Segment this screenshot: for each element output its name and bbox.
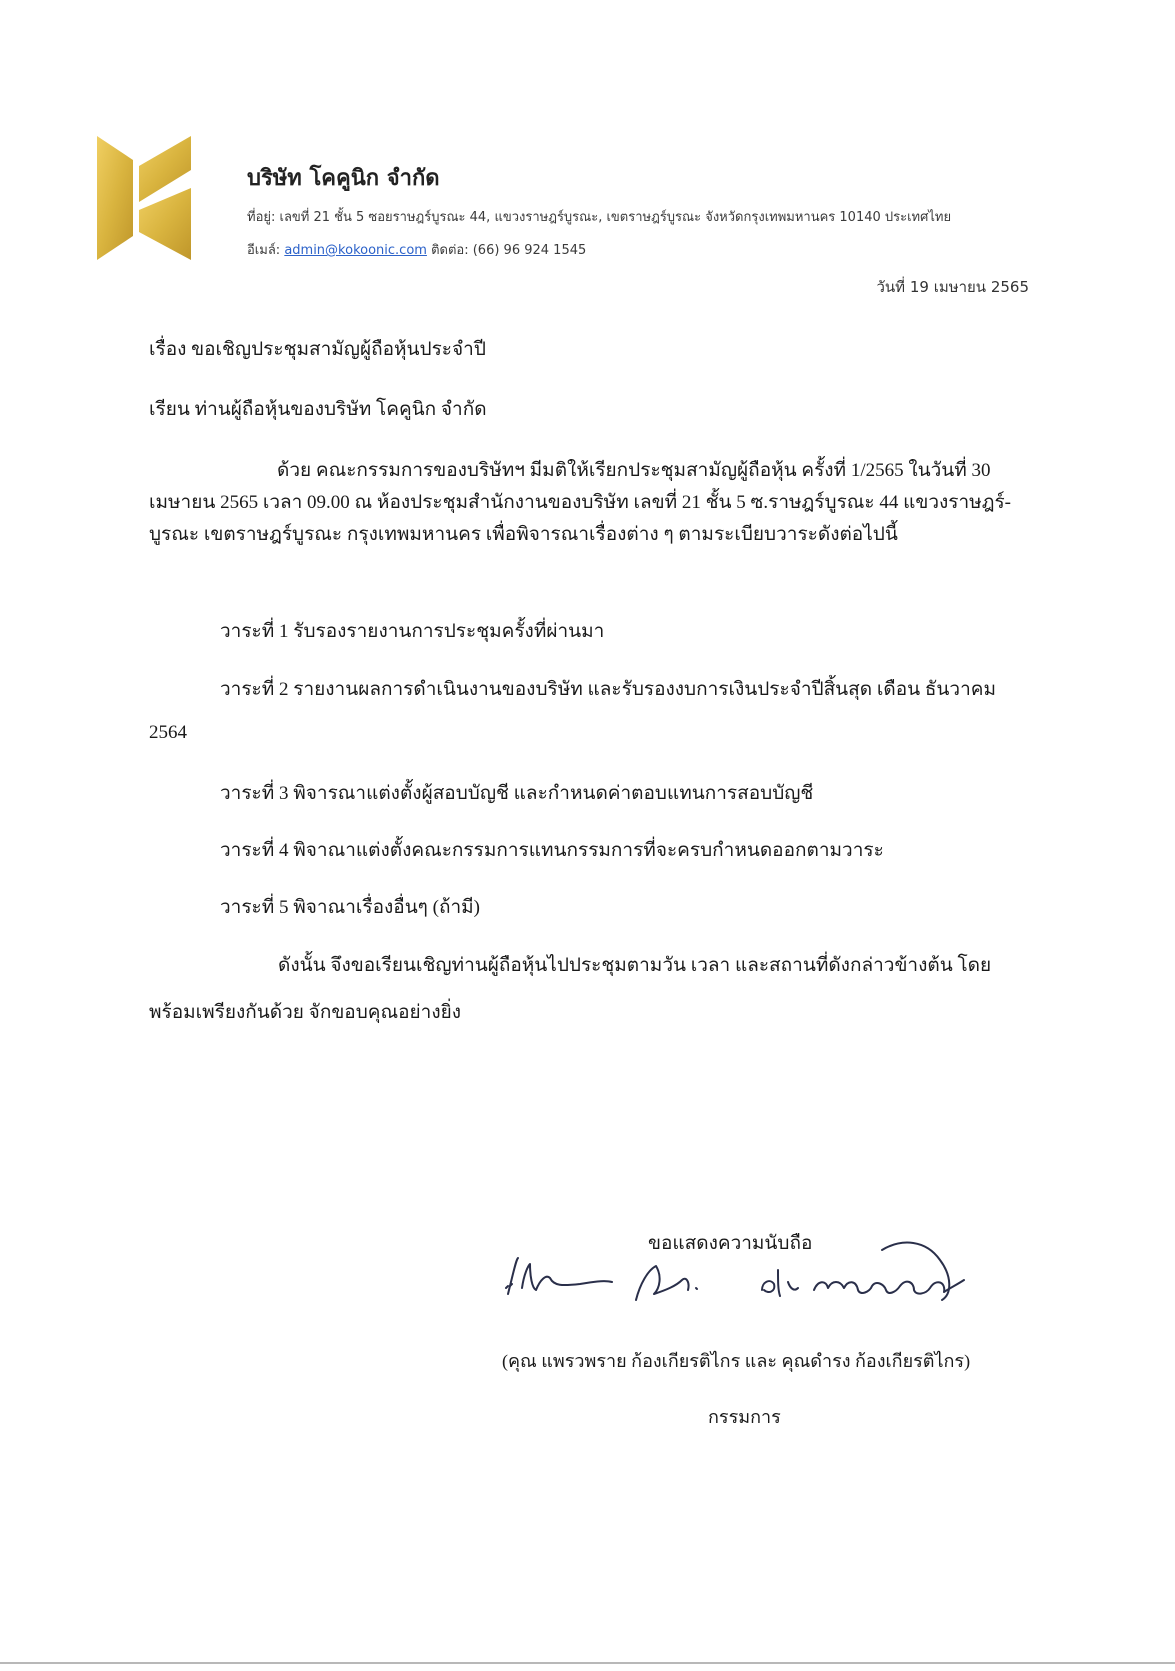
agenda-item-2-year: 2564 [149, 722, 187, 743]
closing-salutation: ขอแสดงความนับถือ [648, 1233, 813, 1254]
phone-number: (66) 96 924 1545 [472, 243, 587, 258]
intro-line-1: ด้วย คณะกรรมการของบริษัทฯ มีมติให้เรียกประชุมสามัญผู้ถือหุ้น ครั้งที่ 1/2565 ในวันที่ 30 [277, 460, 991, 481]
closing-line-1: ดังนั้น จึงขอเรียนเชิญท่านผู้ถือหุ้นไปประชุมตามวัน เวลา และสถานที่ดังกล่าวข้างต้น โดย [278, 955, 992, 976]
agenda-item-4: วาระที่ 4 พิจาณาแต่งตั้งคณะกรรมการแทนกรรมการที่จะครบกำหนดออกตามวาระ [220, 840, 884, 861]
email-link[interactable]: admin@kokoonic.com [284, 243, 427, 258]
company-address: ที่อยู่: เลขที่ 21 ชั้น 5 ซอยราษฎร์บูรณะ 44, แขวงราษฎร์บูรณะ, เขตราษฎร์บูรณะ จังหวัดกรุงเทพมหานคร 10140 ประเทศไทย [247, 210, 952, 225]
letter-date: วันที่ 19 เมษายน 2565 [876, 278, 1029, 296]
intro-line-2: เมษายน 2565 เวลา 09.00 ณ ห้องประชุมสำนักงานของบริษัท เลขที่ 21 ชั้น 5 ซ.ราษฎร์บูรณะ 44 แขวงราษฎร์- [149, 492, 1011, 513]
agenda-item-2: วาระที่ 2 รายงานผลการดำเนินงานของบริษัท และรับรองงบการเงินประจำปีสิ้นสุด เดือน ธันวาคม [220, 679, 996, 700]
closing-line-2: พร้อมเพรียงกันด้วย จักขอบคุณอย่างยิ่ง [149, 1002, 462, 1023]
agenda-item-5: วาระที่ 5 พิจาณาเรื่องอื่นๆ (ถ้ามี) [220, 897, 480, 918]
handwritten-signature [500, 1230, 990, 1322]
letter-subject: เรื่อง ขอเชิญประชุมสามัญผู้ถือหุ้นประจำปี [149, 339, 486, 360]
signatory-role: กรรมการ [708, 1407, 781, 1427]
page-bottom-rule [0, 1662, 1175, 1664]
agenda-item-1: วาระที่ 1 รับรองรายงานการประชุมครั้งที่ผ่านมา [220, 621, 605, 642]
company-name: บริษัท โคคูนิก จำกัด [247, 166, 440, 191]
intro-line-3: บูรณะ เขตราษฎร์บูรณะ กรุงเทพมหานคร เพื่อพิจารณาเรื่องต่าง ๆ ตามระเบียบวาระดังต่อไปนี้ [149, 524, 898, 545]
letter-recipient: เรียน ท่านผู้ถือหุ้นของบริษัท โคคูนิก จำกัด [149, 399, 487, 420]
signatory-names: (คุณ แพรวพราย ก้องเกียรติไกร และ คุณดำรง ก้องเกียรติไกร) [502, 1351, 971, 1371]
agenda-item-3: วาระที่ 3 พิจารณาแต่งตั้งผู้สอบบัญชี และกำหนดค่าตอบแทนการสอบบัญชี [220, 783, 814, 804]
email-label: อีเมล์: [247, 243, 281, 258]
company-contact [247, 239, 586, 260]
company-logo [97, 136, 191, 260]
phone-label: ติดต่อ: [431, 243, 469, 258]
intro-paragraph [149, 455, 1027, 551]
